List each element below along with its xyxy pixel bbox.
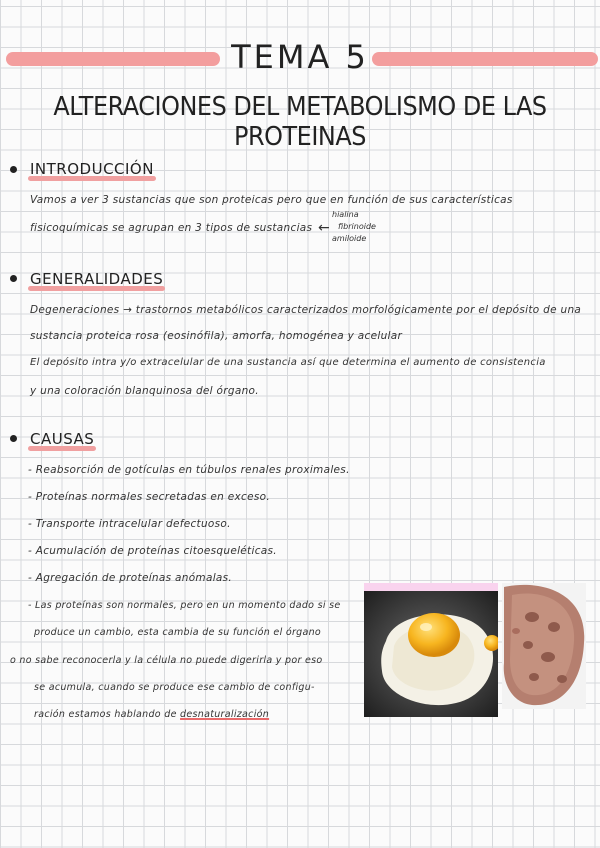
bullet-intro — [10, 166, 17, 173]
bullet-causas — [10, 435, 17, 442]
gen-line-4: y una coloración blanquinosa del órgano. — [30, 385, 259, 397]
page-title: TEMA 5 — [231, 38, 369, 76]
causa-para-1: - Las proteínas son normales, pero en un momento dado si se — [28, 600, 341, 611]
gen-line-2: sustancia proteica rosa (eosinófila), amorfa, homogénea y acelular — [30, 330, 403, 342]
heading-intro: INTRODUCCIÓN — [30, 160, 154, 178]
heading-generalidades: GENERALIDADES — [30, 270, 164, 288]
bullet-generalidades — [10, 275, 17, 282]
tissue-image — [502, 583, 586, 709]
intro-type-1: hialina — [332, 210, 359, 219]
page-subtitle: ALTERACIONES DEL METABOLISMO DE LAS PROTEINAS — [53, 92, 547, 152]
causa-para-5: ración estamos hablando de desnaturalización — [34, 709, 270, 720]
intro-type-2: fibrinoide — [338, 222, 376, 231]
title-bar-right — [372, 52, 598, 66]
intro-line-2: fisicoquímicas se agrupan en 3 tipos de sustancias — [30, 222, 313, 234]
causa-item-4: - Acumulación de proteínas citoesqueléticas. — [28, 545, 277, 557]
title-bar-left — [6, 52, 220, 66]
photo-tissue — [502, 583, 586, 709]
intro-line-1: Vamos a ver 3 sustancias que son proteicas pero que en función de sus características — [30, 194, 513, 206]
intro-type-3: amiloide — [332, 234, 367, 243]
causa-para-3: o no sabe reconocerla y la célula no puede digerirla y por eso — [10, 655, 323, 666]
causa-item-5: - Agregación de proteínas anómalas. — [28, 572, 233, 584]
keyword-desnaturalizacion: desnaturalización — [180, 709, 270, 720]
causa-para-4: se acumula, cuando se produce ese cambio de configu- — [34, 682, 315, 693]
egg-image — [364, 591, 498, 717]
causa-item-3: - Transporte intracelular defectuoso. — [28, 518, 231, 530]
gen-line-3: El depósito intra y/o extracelular de una sustancia así que determina el aumento de consistencia — [30, 357, 546, 368]
photo-egg — [364, 583, 498, 717]
gen-line-1: Degeneraciones → trastornos metabólicos caracterizados morfológicamente por el depósito de una — [30, 304, 582, 316]
causa-para-2: produce un cambio, esta cambia de su función el órgano — [34, 627, 322, 638]
intro-arrow: ← — [318, 220, 331, 236]
causa-item-1: - Reabsorción de gotículas en túbulos renales proximales. — [28, 464, 350, 476]
heading-causas: CAUSAS — [30, 430, 95, 448]
causa-item-2: - Proteínas normales secretadas en exceso. — [28, 491, 270, 503]
